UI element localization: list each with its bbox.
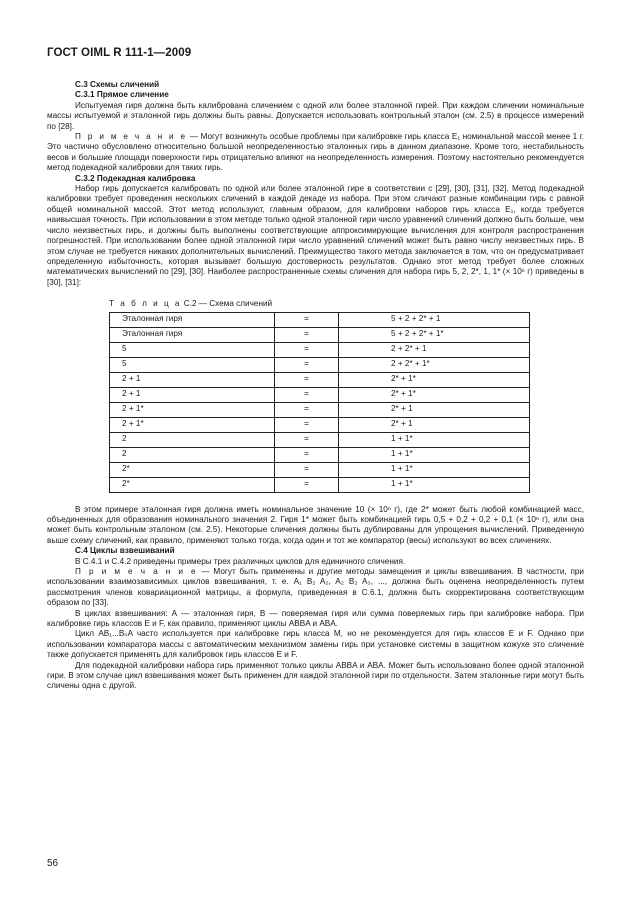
note-text: — Могут быть применены и другие методы замещения и циклы взвешивания. В частности, при использовании взаимозависимых циклов взвешивания, т. е. A₁ B₂ A₂, A₂ B₂ A₃, ..., должна быть оценена неопределенность путем рассмотрения членов ковариационной матрицы, а формула, приведенная в С.6.1, должна быть скорректирована соответствующим образом по [33].: [47, 566, 585, 608]
document-header: ГОСТ OIML R 111-1—2009: [47, 47, 192, 59]
table-row: [110, 357, 530, 372]
table-cell-equals: =: [275, 402, 339, 417]
table-cell-left: 2*: [110, 462, 275, 477]
table-cell-equals: =: [275, 432, 339, 447]
table-cell-left: 2: [110, 432, 275, 447]
table-cell-left: 2 + 1*: [110, 417, 275, 432]
table-cell-right: 2* + 1*: [339, 387, 530, 402]
table-cell-right: 1 + 1*: [339, 447, 530, 462]
table-row: [110, 387, 530, 402]
table-caption: [109, 299, 584, 309]
table-row: [110, 312, 530, 327]
table-row: [110, 447, 530, 462]
table-cell-equals: =: [275, 342, 339, 357]
table-cell-right: 2 + 2* + 1*: [339, 357, 530, 372]
table-row: [110, 417, 530, 432]
section-c4-title: С.4 Циклы взвешиваний: [75, 546, 175, 556]
table-row: [110, 372, 530, 387]
table-cell-left: 5: [110, 357, 275, 372]
paragraph-cycle-ab-ba: Цикл AB₁...BₙA часто используется при калибровке гирь класса М, но не рекомендуется для гирь классов E и F. Однако при использовании компаратора массы с автоматическим механизмом замены гирь при установке системы в защитном кожухе это сличение также допускается применять для калибровок гирь классов E и F.: [47, 629, 584, 660]
table-cell-right: 5 + 2 + 2* + 1*: [339, 327, 530, 342]
table-cell-equals: =: [275, 477, 339, 492]
table-row: [110, 402, 530, 417]
table-cell-left: Эталонная гиря: [110, 312, 275, 327]
table-cell-left: 2 + 1: [110, 387, 275, 402]
page-body: [47, 80, 584, 692]
table-cell-left: 2 + 1*: [110, 402, 275, 417]
section-c3-2-title: С.3.2 Подекадная калибровка: [75, 173, 196, 183]
table-cell-equals: =: [275, 312, 339, 327]
table-cell-left: 5: [110, 342, 275, 357]
note-label: П р и м е ч а н и е: [75, 566, 198, 576]
table-cell-right: 2* + 1: [339, 417, 530, 432]
paragraph-example: В этом примере эталонная гиря должна иметь номинальное значение 10 (× 10ⁿ г), где 2* может быть любой комбинацией масс, объединенных для образования номинального значения 2. Гиря 1* может быть комбинацией гирь 0,5 + 0,2 + 0,2 + 0,1 (× 10ⁿ г), или она может быть контрольным эталоном (см. 2.5). Некоторые сличения должны быть дублированы для упрощения вычислений. Приведенную выше схему сличений, как правило, применяют только тогда, когда один и тот же компаратор (весы) используют во всех сличениях.: [47, 504, 584, 545]
table-cell-right: 2* + 1*: [339, 372, 530, 387]
paragraph-weighing-cycles: В циклах взвешивания: А — эталонная гиря, В — поверяемая гиря или сумма поверяемых гирь при калибровке набора. При калибровке гирь классов E и F, как правило, применяют циклы ABBA и ABA.: [47, 608, 584, 628]
note-1: [47, 132, 584, 174]
table-cell-left: 2: [110, 447, 275, 462]
table-cell-right: 1 + 1*: [339, 477, 530, 492]
note-text: — Могут возникнуть особые проблемы при калибровке гирь класса E₁ номинальной массой менее 1 г. Это частично обусловлено относительно большой неопределенностью эталонных гирь в данном диапазоне. Кроме того, нестабильность весов и большие площади поверхности гирь отрицательно влияют на неопределенность измерения. Поэтому настоятельно рекомендуется метод подекадной калибровки для таких гирь.: [47, 132, 585, 173]
table-cell-equals: =: [275, 357, 339, 372]
section-c3-1-title: С.3.1 Прямое сличение: [75, 90, 169, 100]
table-cell-right: 2 + 2* + 1: [339, 342, 530, 357]
note-label: П р и м е ч а н и е: [75, 132, 188, 142]
paragraph-decade-cycles: Для подекадной калибровки набора гирь применяют только циклы ABBA и ABA. Может быть использовано более одной эталонной гири. В этом случае цикл взвешивания может быть применен для каждой эталонной гири по отдельности. Затем эталонные гири могут быть сличены одна с другой.: [47, 660, 584, 691]
table-row: [110, 342, 530, 357]
table-cell-equals: =: [275, 327, 339, 342]
table-cell-right: 5 + 2 + 2* + 1: [339, 312, 530, 327]
paragraph-decade-calibration: Набор гирь допускается калибровать по одной или более эталонной гире в соответствии с [29], [30], [31], [32]. Метод подекадной калибровки требует проведения нескольких сличений в каждой декаде из набора. При этом сличают разные комбинации гирь с равной общей номинальной массой. Этот метод используют, главным образом, для калибровки наборов гирь класса E₁, когда требуется наивысшая точность. При использовании в этом методе только одной эталонной гири число уравнений сличений должно быть больше, чем число неизвестных гирь, и должны быть выполнены соответствующие аппроксимирующие вычисления для контроля распространения погрешностей. При использовании более одной эталонной гири число уравнений сличений может быть равно числу неизвестных гирь. В этом случае не требуется никаких дополнительных вычислений. Преимущество такого метода заключается в том, что он предусматривает определенную избыточность, которая вызывает большую достоверность результатов. Однако этот метод требует более сложных математических вычислений по [29], [30]. Наиболее распространенные схемы сличения для набора гирь 5, 2, 2*, 1, 1* (× 10ⁿ г) приведены в [30], [31]:: [47, 184, 584, 287]
table-caption-text: С.2 — Схема сличений: [181, 299, 273, 309]
table-cell-right: 1 + 1*: [339, 432, 530, 447]
section-c3-title: С.3 Схемы сличений: [75, 80, 160, 89]
table-cell-equals: =: [275, 417, 339, 432]
table-row: [110, 462, 530, 477]
table-row: [110, 327, 530, 342]
table-cell-left: 2 + 1: [110, 372, 275, 387]
paragraph-c4-intro: В С.4.1 и С.4.2 приведены примеры трех различных циклов для единичного сличения.: [75, 556, 406, 566]
table-cell-equals: =: [275, 462, 339, 477]
table-caption-label: Т а б л и ц а: [109, 299, 182, 309]
note-2: [47, 567, 584, 609]
table-cell-left: 2*: [110, 477, 275, 492]
table-cell-equals: =: [275, 372, 339, 387]
table-cell-left: Эталонная гиря: [110, 327, 275, 342]
table-cell-right: 1 + 1*: [339, 462, 530, 477]
table-row: [110, 432, 530, 447]
table-cell-right: 2* + 1: [339, 402, 530, 417]
table-cell-equals: =: [275, 387, 339, 402]
paragraph-direct-comparison: Испытуемая гиря должна быть калибрована сличением с одной или более эталонной гирей. При каждом сличении номинальные массы испытуемой и эталонной гирь должны быть равны. Допускается использовать контрольный эталон (см. 2.5) в процессе измерений по [28].: [47, 100, 584, 131]
page-number: 56: [47, 858, 59, 869]
comparison-scheme-table: [109, 312, 530, 493]
table-row: [110, 477, 530, 492]
table-cell-equals: =: [275, 447, 339, 462]
